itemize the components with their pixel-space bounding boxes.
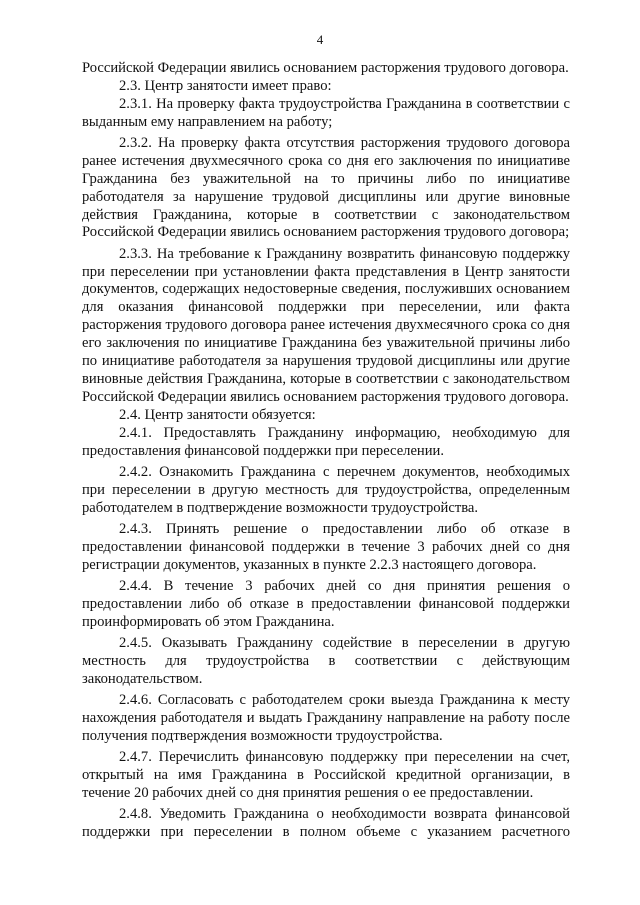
- paragraph-2-4-1: 2.4.1. Предоставлять Гражданину информацию, необходимую для предоставления финансовой поддержки при переселении.: [82, 424, 570, 459]
- page-number: 4: [316, 32, 324, 47]
- paragraph-2-3: 2.3. Центр занятости имеет право:: [119, 77, 332, 94]
- paragraph-2-3-3: 2.3.3. На требование к Гражданину возвратить финансовую поддержку при переселении при установлении факта представления в Центр занятости документов, содержащих недостоверные сведения, послуживших основанием для оказания финансовой поддержки при переселении, или факта расторжения трудового договора ранее истечения двухмесячного срока со дня его заключения по инициативе Гражданина без уважительной причины либо по инициативе работодателя за нарушения трудовой дисциплины или другие виновные действия Гражданина, которые в соответствии с законодательством Российской Федерации явились основанием расторжения трудового договора.: [82, 245, 570, 405]
- paragraph-2-4-8: 2.4.8. Уведомить Гражданина о необходимости возврата финансовой поддержки при переселении в полном объеме с указанием расчетного: [82, 805, 570, 840]
- paragraph-2-4-4: 2.4.4. В течение 3 рабочих дней со дня принятия решения о предоставлении либо об отказе в предоставлении финансовой поддержки проинформировать об этом Гражданина.: [82, 577, 570, 630]
- paragraph-2-4-7: 2.4.7. Перечислить финансовую поддержку при переселении на счет, открытый на имя Гражданина в Российской кредитной организации, в течение 20 рабочих дней со дня принятия решения о ее предоставлении.: [82, 748, 570, 801]
- paragraph-2-4: 2.4. Центр занятости обязуется:: [119, 406, 316, 423]
- paragraph-2-3-1: 2.3.1. На проверку факта трудоустройства Гражданина в соответствии с выданным ему направлением на работу;: [82, 95, 570, 130]
- paragraph-2-4-6: 2.4.6. Согласовать с работодателем сроки выезда Гражданина к месту нахождения работодателя и выдать Гражданину направление на работу после получения подтверждения возможности трудоустройства.: [82, 691, 570, 744]
- paragraph-2-3-2: 2.3.2. На проверку факта отсутствия расторжения трудового договора ранее истечения двухмесячного срока со дня его заключения по инициативе Гражданина без уважительной на то причины либо по инициативе работодателя за нарушение трудовой дисциплины или другие виновные действия Гражданина, которые в соответствии с законодательством Российской Федерации явились основанием расторжения трудового договора;: [82, 134, 570, 241]
- paragraph-continuation: Российской Федерации явились основанием расторжения трудового договора.: [82, 60, 569, 76]
- paragraph-2-4-2: 2.4.2. Ознакомить Гражданина с перечнем документов, необходимых при переселении в другую местность для трудоустройства, определенным работодателем в подтверждение возможности трудоустройства.: [82, 463, 570, 516]
- document-body: [82, 60, 570, 842]
- paragraph-2-4-5: 2.4.5. Оказывать Гражданину содействие в переселении в другую местность для трудоустройства в соответствии с действующим законодательством.: [82, 634, 570, 687]
- paragraph-2-4-3: 2.4.3. Принять решение о предоставлении либо об отказе в предоставлении финансовой поддержки в течение 3 рабочих дней со дня регистрации документов, указанных в пункте 2.2.3 настоящего договора.: [82, 520, 570, 573]
